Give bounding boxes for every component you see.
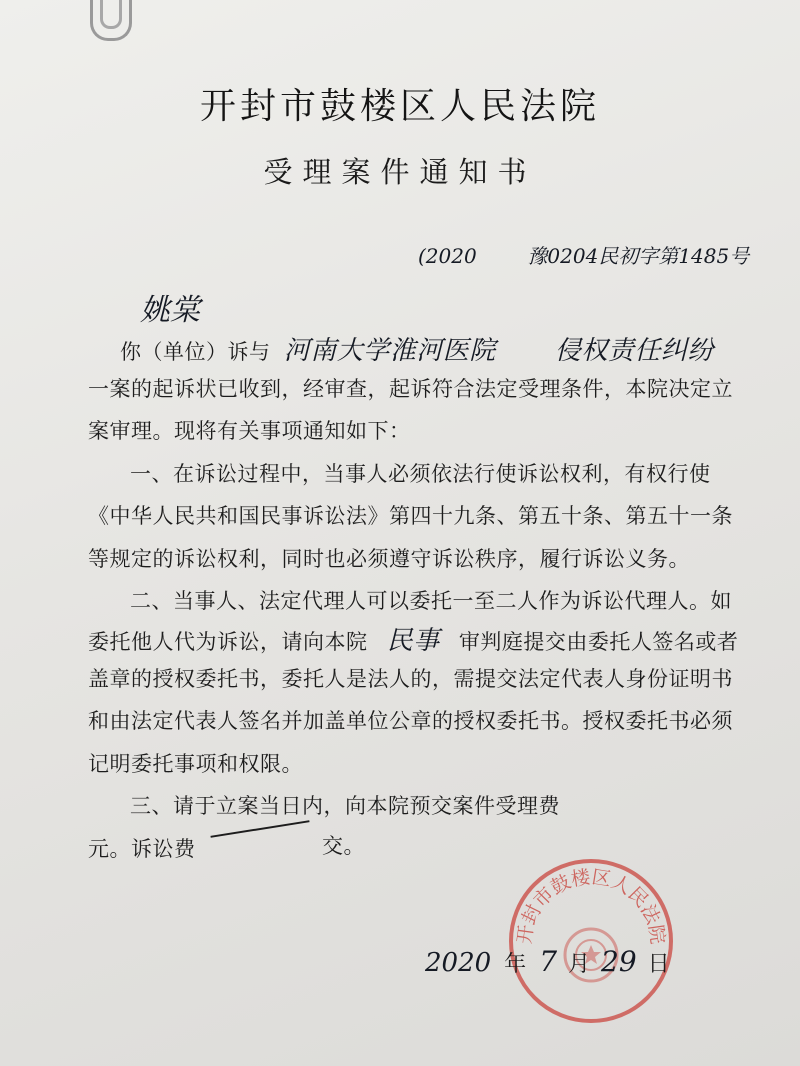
item-2-line-2-prefix: 委托他人代为诉讼，请向本院 xyxy=(88,630,368,654)
item-2-line-4: 和由法定代表人签名并加盖单位公章的授权委托书。授权委托书必须 xyxy=(88,709,733,733)
date-month-char: 月 xyxy=(568,952,591,977)
date-year: 2020 xyxy=(425,948,492,978)
date-day: 29 xyxy=(601,945,637,978)
defendant-name: 河南大学淮河医院 xyxy=(283,336,496,366)
date-day-char: 日 xyxy=(647,952,670,977)
body-line-1 xyxy=(120,330,714,367)
court-name: 开封市鼓楼区人民法院 xyxy=(199,86,600,127)
item-2-line-5: 记明委托事项和权限。 xyxy=(88,752,303,776)
fee-blank-dash xyxy=(210,820,309,838)
item-2-line-2 xyxy=(88,620,738,657)
case-number-year: (2020 xyxy=(418,244,477,268)
item-1-line-1: 一、在诉讼过程中，当事人必须依法行使诉讼权利，有权行使 xyxy=(130,462,711,486)
item-3-line-2-prefix: 元。诉讼费 xyxy=(88,837,196,861)
body-line-1-prefix: 你（单位）诉与 xyxy=(120,340,271,364)
body-line-2: 一案的起诉状已收到，经审查，起诉符合法定受理条件，本院决定立 xyxy=(88,377,733,401)
item-3-line-2-suffix: 交。 xyxy=(322,834,365,858)
date-year-char: 年 xyxy=(504,952,527,977)
seal-text-path: 开封市鼓楼区人民法院 xyxy=(513,866,669,946)
case-number-code: 豫0204民初字第1485号 xyxy=(527,244,750,268)
item-2-line-3: 盖章的授权委托书，委托人是法人的，需提交法定代表人身份证明书 xyxy=(88,667,733,691)
document-title: 受理案件通知书 xyxy=(263,155,537,189)
date-month: 7 xyxy=(539,945,558,978)
tribunal-name: 民事 xyxy=(386,626,440,656)
item-2-line-2-suffix: 审判庭提交由委托人签名或者 xyxy=(458,630,739,654)
item-1-line-3: 等规定的诉讼权利，同时也必须遵守诉讼秩序，履行诉讼义务。 xyxy=(88,547,690,571)
seal-text xyxy=(513,866,668,945)
cause-of-action: 侵权责任纠纷 xyxy=(554,336,714,366)
item-1-line-2: 《中华人民共和国民事诉讼法》第四十九条、第五十条、第五十一条 xyxy=(88,504,733,528)
court-seal xyxy=(505,855,677,1027)
item-3-line-1: 三、请于立案当日内，向本院预交案件受理费 xyxy=(130,794,560,818)
case-number xyxy=(418,240,749,269)
paper-clip-inner xyxy=(100,0,122,29)
issue-date xyxy=(425,945,670,978)
plaintiff-name: 姚棠 xyxy=(140,293,200,328)
body-line-3: 案审理。现将有关事项通知如下： xyxy=(88,419,411,443)
item-2-line-1: 二、当事人、法定代理人可以委托一至二人作为诉讼代理人。如 xyxy=(130,589,732,613)
